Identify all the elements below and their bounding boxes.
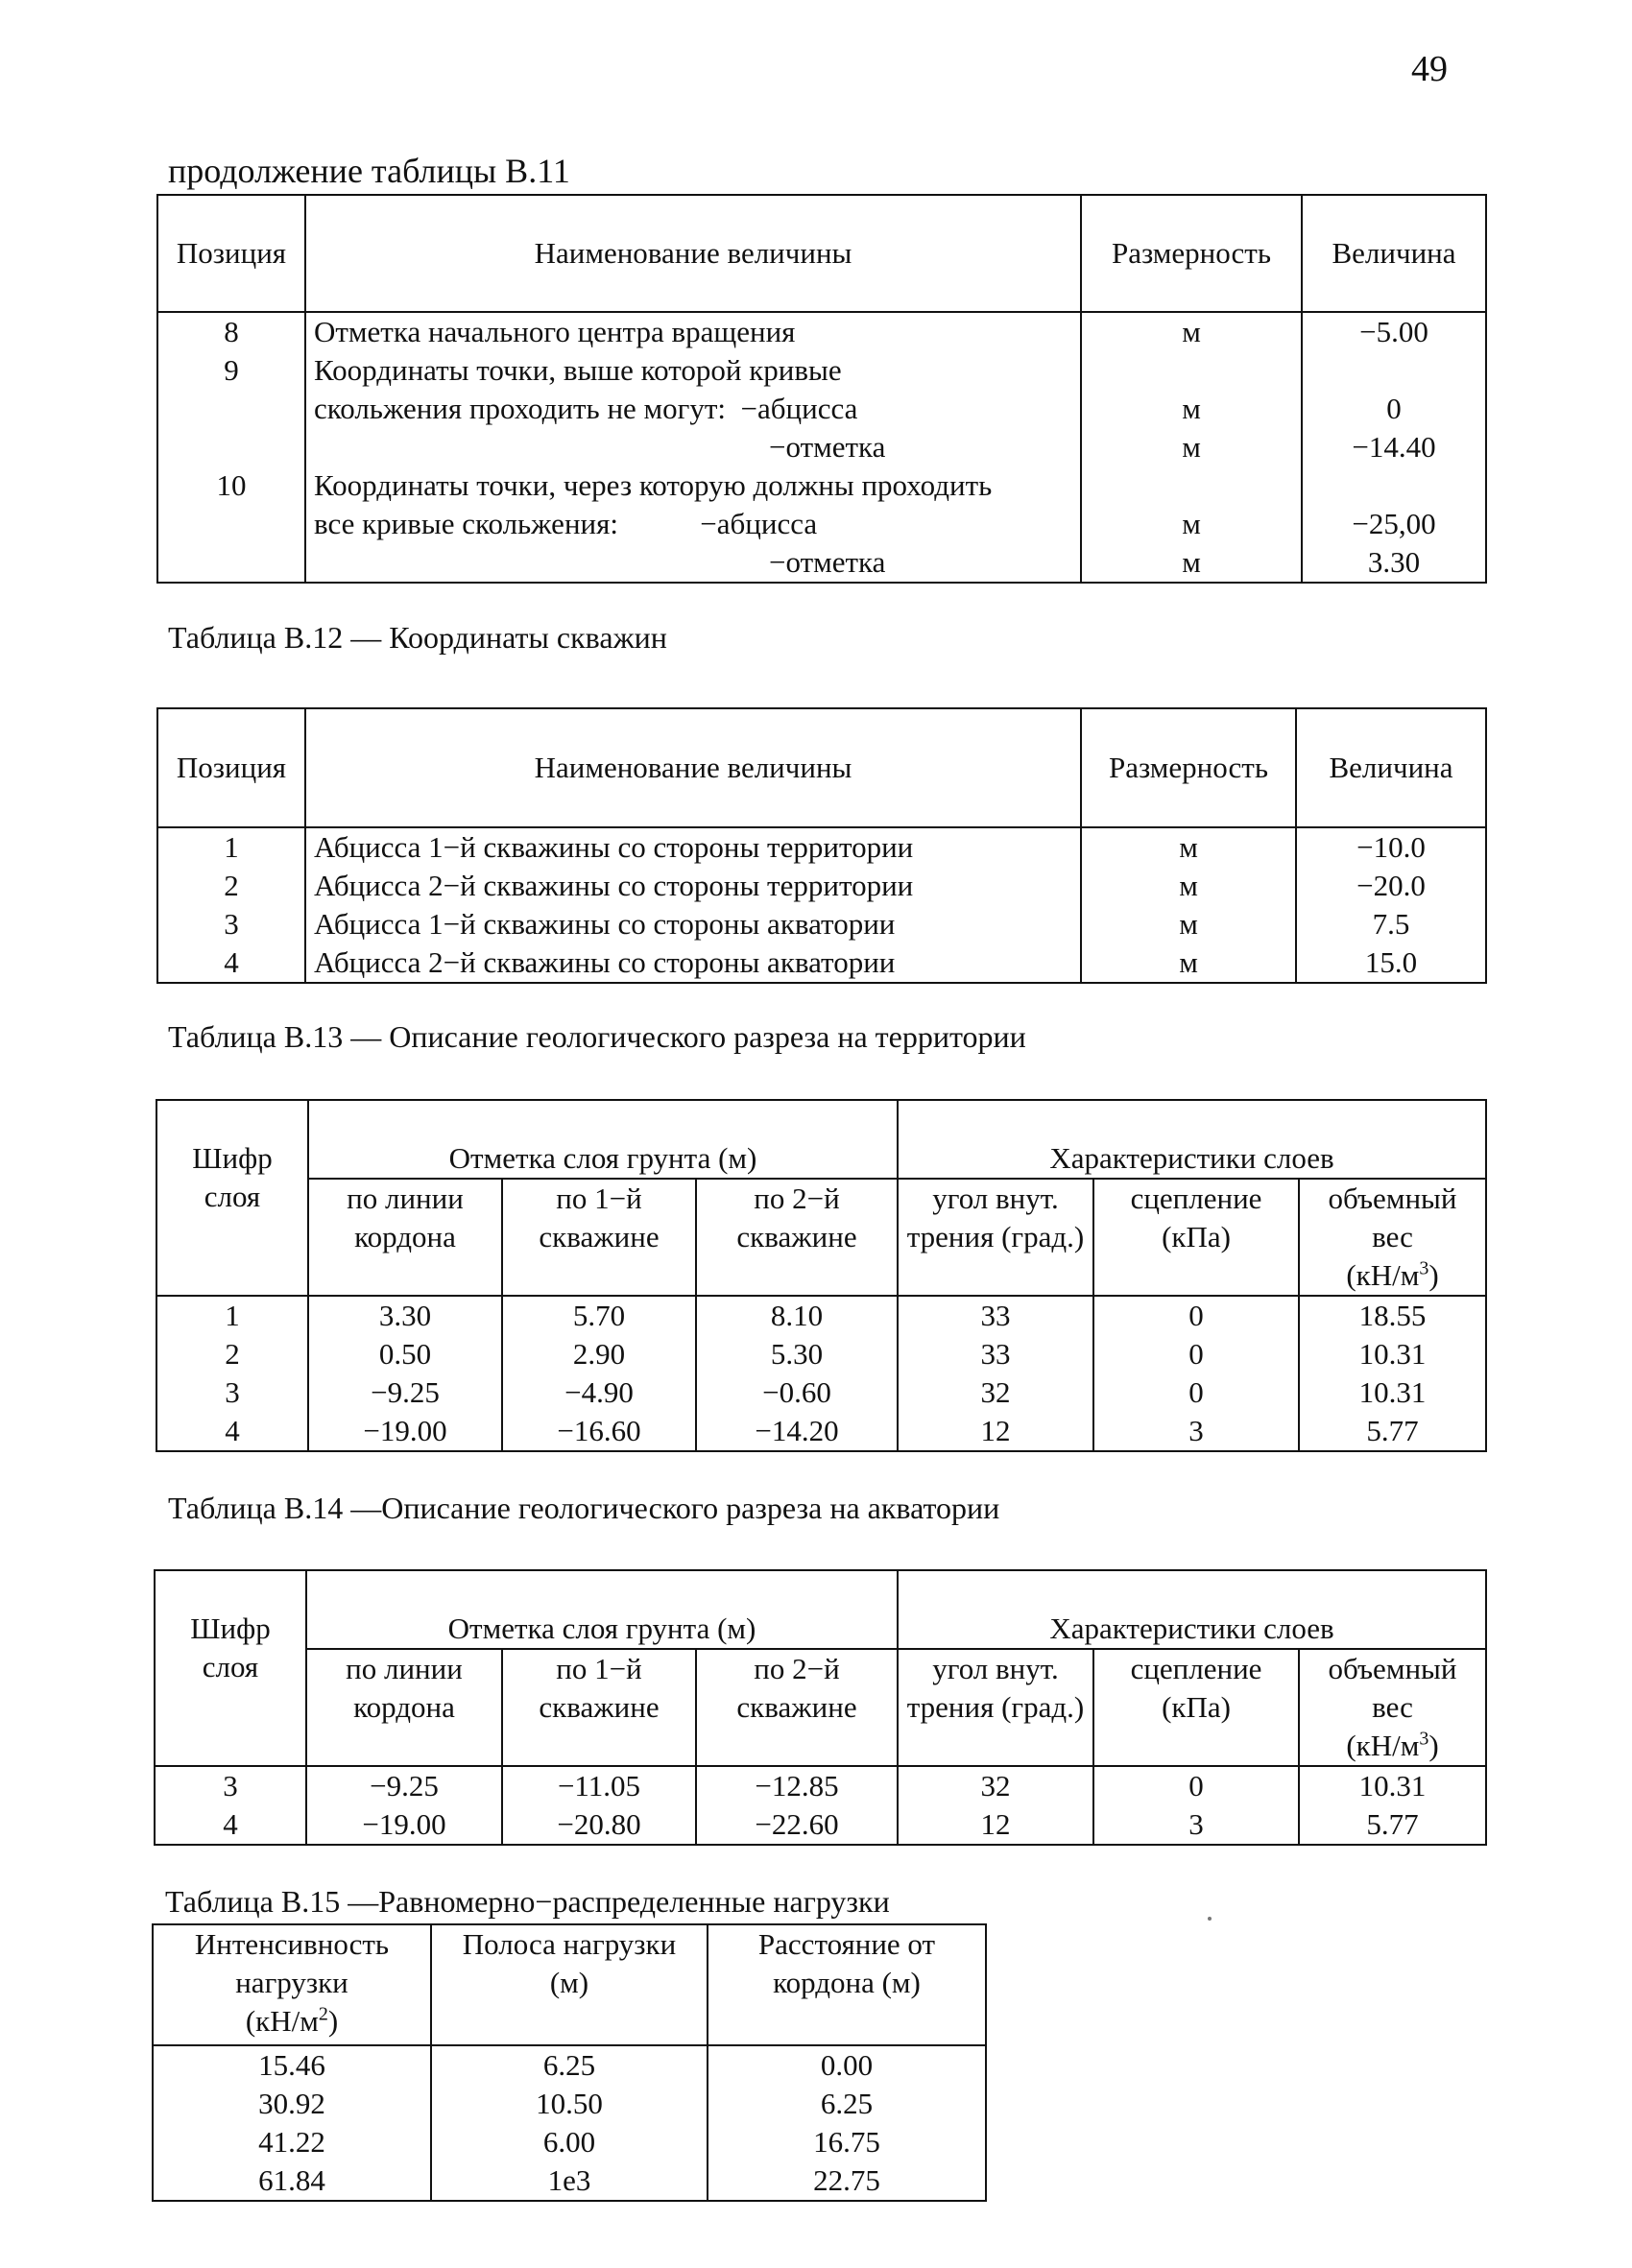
unit-weight-cell: 5.77 xyxy=(1299,1805,1486,1845)
value-cell xyxy=(1302,466,1486,505)
unit-cell: м xyxy=(1081,543,1302,583)
sub-header-cordon: по линии кордона xyxy=(306,1649,502,1766)
well-1-cell: 2.90 xyxy=(502,1335,696,1373)
name-cell: Координаты точки, выше которой кривые xyxy=(305,351,1081,390)
distance-cell: 16.75 xyxy=(708,2123,986,2161)
unit-cell: м xyxy=(1081,428,1302,466)
position-cell: 2 xyxy=(157,867,305,905)
table-row xyxy=(153,2045,986,2085)
name-cell: Абцисса 2−й скважины со стороны территории xyxy=(305,867,1081,905)
well-1-cell: 5.70 xyxy=(502,1296,696,1335)
table-row xyxy=(157,905,1486,943)
value-cell: −10.0 xyxy=(1296,827,1486,867)
name-cell: −отметка xyxy=(305,543,1081,583)
sub-header-friction-angle: угол внут. трения (град.) xyxy=(898,1179,1093,1296)
table-b15 xyxy=(152,1923,987,2202)
unit-weight-cell: 18.55 xyxy=(1299,1296,1486,1335)
layer-code-cell: 2 xyxy=(156,1335,308,1373)
cohesion-cell: 0 xyxy=(1093,1766,1299,1805)
table-row xyxy=(155,1805,1486,1845)
friction-angle-cell: 33 xyxy=(898,1335,1093,1373)
well-2-cell: −0.60 xyxy=(696,1373,898,1412)
table-row xyxy=(157,466,1486,505)
table-b13-caption: Таблица В.13 — Описание геологического разреза на территории xyxy=(168,1019,1026,1054)
unit-cell: м xyxy=(1081,943,1296,983)
cohesion-cell: 0 xyxy=(1093,1296,1299,1335)
value-cell: −20.0 xyxy=(1296,867,1486,905)
name-cell: Отметка начального центра вращения xyxy=(305,312,1081,351)
unit-weight-label: объемный вес xyxy=(1328,1652,1457,1724)
col-header-layer-characteristics: Характеристики слоев xyxy=(898,1100,1486,1179)
load-strip-cell: 1e3 xyxy=(431,2161,708,2201)
cohesion-cell: 0 xyxy=(1093,1335,1299,1373)
unit-weight-label: объемный вес xyxy=(1328,1182,1457,1253)
unit-weight-unit: (кН/м xyxy=(1346,1258,1420,1292)
unit-weight-cell: 10.31 xyxy=(1299,1335,1486,1373)
load-intensity-unit-end: ) xyxy=(327,2004,339,2038)
col-header-layer-characteristics: Характеристики слоев xyxy=(898,1570,1486,1649)
load-intensity-cell: 15.46 xyxy=(153,2045,431,2085)
position-cell: 10 xyxy=(157,466,305,505)
value-cell: 0 xyxy=(1302,390,1486,428)
position-cell xyxy=(157,505,305,543)
position-cell: 3 xyxy=(157,905,305,943)
col-header-unit: Размерность xyxy=(1081,195,1302,312)
sub-header-cordon: по линии кордона xyxy=(308,1179,502,1296)
well-1-cell: −20.80 xyxy=(502,1805,696,1845)
table-row xyxy=(157,351,1486,390)
sub-header-well-2: по 2−й скважине xyxy=(696,1179,898,1296)
friction-angle-cell: 33 xyxy=(898,1296,1093,1335)
table-b11-caption: продолжение таблицы В.11 xyxy=(168,152,570,190)
name-cell: скольжения проходить не могут: −абцисса xyxy=(305,390,1081,428)
well-2-cell: −12.85 xyxy=(696,1766,898,1805)
table-row xyxy=(157,543,1486,583)
sub-header-well-2: по 2−й скважине xyxy=(696,1649,898,1766)
cordon-cell: −19.00 xyxy=(308,1412,502,1451)
unit-weight-cell: 10.31 xyxy=(1299,1373,1486,1412)
unit-cell: м xyxy=(1081,827,1296,867)
layer-code-cell: 3 xyxy=(156,1373,308,1412)
friction-angle-cell: 12 xyxy=(898,1412,1093,1451)
table-b11 xyxy=(156,194,1487,584)
table-row xyxy=(156,1335,1486,1373)
unit-cell: м xyxy=(1081,390,1302,428)
table-b14-caption: Таблица В.14 —Описание геологического разреза на акватории xyxy=(168,1491,1000,1525)
col-header-value: Величина xyxy=(1302,195,1486,312)
value-cell: 3.30 xyxy=(1302,543,1486,583)
scan-speck xyxy=(1208,1917,1212,1921)
sub-header-friction-angle: угол внут. трения (град.) xyxy=(898,1649,1093,1766)
layer-code-cell: 3 xyxy=(155,1766,306,1805)
name-cell: Координаты точки, через которую должны проходить xyxy=(305,466,1081,505)
load-intensity-cell: 41.22 xyxy=(153,2123,431,2161)
value-cell: 7.5 xyxy=(1296,905,1486,943)
well-1-cell: −4.90 xyxy=(502,1373,696,1412)
layer-code-cell: 1 xyxy=(156,1296,308,1335)
well-1-cell: −11.05 xyxy=(502,1766,696,1805)
name-cell: Абцисса 2−й скважины со стороны акватории xyxy=(305,943,1081,983)
unit-weight-unit: (кН/м xyxy=(1346,1729,1420,1762)
table-row xyxy=(157,827,1486,867)
unit-weight-cell: 5.77 xyxy=(1299,1412,1486,1451)
unit-cell: м xyxy=(1081,505,1302,543)
name-cell: Абцисса 1−й скважины со стороны акватории xyxy=(305,905,1081,943)
sub-header-unit-weight xyxy=(1299,1649,1486,1766)
table-b13 xyxy=(156,1099,1487,1452)
col-header-load-intensity xyxy=(153,1924,431,2045)
friction-angle-cell: 32 xyxy=(898,1766,1093,1805)
col-header-value: Величина xyxy=(1296,708,1486,827)
position-cell: 4 xyxy=(157,943,305,983)
col-header-layer-marks: Отметка слоя грунта (м) xyxy=(306,1570,898,1649)
well-1-cell: −16.60 xyxy=(502,1412,696,1451)
table-row xyxy=(157,943,1486,983)
value-cell: −14.40 xyxy=(1302,428,1486,466)
sub-header-well-1: по 1−й скважине xyxy=(502,1649,696,1766)
well-2-cell: 8.10 xyxy=(696,1296,898,1335)
cordon-cell: 0.50 xyxy=(308,1335,502,1373)
friction-angle-cell: 12 xyxy=(898,1805,1093,1845)
unit-cell: м xyxy=(1081,312,1302,351)
sub-header-cohesion: сцепление (кПа) xyxy=(1093,1179,1299,1296)
position-cell xyxy=(157,543,305,583)
value-cell: −5.00 xyxy=(1302,312,1486,351)
cordon-cell: −9.25 xyxy=(306,1766,502,1805)
table-row xyxy=(157,312,1486,351)
distance-cell: 6.25 xyxy=(708,2085,986,2123)
load-intensity-label: Интенсивность нагрузки xyxy=(194,1927,390,1999)
cohesion-cell: 3 xyxy=(1093,1805,1299,1845)
table-b12-caption: Таблица В.12 — Координаты скважин xyxy=(168,620,667,655)
distance-cell: 22.75 xyxy=(708,2161,986,2201)
layer-code-cell: 4 xyxy=(155,1805,306,1845)
friction-angle-cell: 32 xyxy=(898,1373,1093,1412)
col-header-name: Наименование величины xyxy=(305,708,1081,827)
table-row xyxy=(156,1373,1486,1412)
well-2-cell: 5.30 xyxy=(696,1335,898,1373)
well-2-cell: −14.20 xyxy=(696,1412,898,1451)
sub-header-well-1: по 1−й скважине xyxy=(502,1179,696,1296)
table-row xyxy=(153,2161,986,2201)
table-row xyxy=(156,1296,1486,1335)
table-row xyxy=(157,390,1486,428)
load-intensity-unit: (кН/м xyxy=(245,2004,319,2038)
distance-cell: 0.00 xyxy=(708,2045,986,2085)
col-header-layer-code xyxy=(155,1570,306,1766)
unit-weight-exponent: 3 xyxy=(1419,1728,1429,1750)
unit-weight-unit-end: ) xyxy=(1428,1729,1439,1762)
value-cell xyxy=(1302,351,1486,390)
col-header-position: Позиция xyxy=(157,195,305,312)
load-strip-cell: 6.25 xyxy=(431,2045,708,2085)
name-cell: −отметка xyxy=(305,428,1081,466)
table-row xyxy=(157,428,1486,466)
layer-code-label: Шифр слоя xyxy=(192,1141,273,1213)
unit-weight-cell: 10.31 xyxy=(1299,1766,1486,1805)
layer-code-label: Шифр слоя xyxy=(190,1611,271,1683)
col-header-position: Позиция xyxy=(157,708,305,827)
unit-cell: м xyxy=(1081,867,1296,905)
cordon-cell: 3.30 xyxy=(308,1296,502,1335)
value-cell: −25,00 xyxy=(1302,505,1486,543)
sub-header-cohesion: сцепление (кПа) xyxy=(1093,1649,1299,1766)
load-strip-cell: 10.50 xyxy=(431,2085,708,2123)
unit-cell xyxy=(1081,351,1302,390)
load-strip-cell: 6.00 xyxy=(431,2123,708,2161)
page-number: 49 xyxy=(1411,49,1448,89)
cohesion-cell: 0 xyxy=(1093,1373,1299,1412)
unit-cell xyxy=(1081,466,1302,505)
cordon-cell: −19.00 xyxy=(306,1805,502,1845)
table-row xyxy=(156,1412,1486,1451)
unit-weight-exponent: 3 xyxy=(1419,1257,1429,1279)
position-cell: 8 xyxy=(157,312,305,351)
value-cell: 15.0 xyxy=(1296,943,1486,983)
layer-code-cell: 4 xyxy=(156,1412,308,1451)
table-b12 xyxy=(156,707,1487,984)
load-intensity-cell: 61.84 xyxy=(153,2161,431,2201)
well-2-cell: −22.60 xyxy=(696,1805,898,1845)
col-header-layer-code xyxy=(156,1100,308,1296)
col-header-unit: Размерность xyxy=(1081,708,1296,827)
unit-weight-unit-end: ) xyxy=(1428,1258,1439,1292)
table-row xyxy=(157,867,1486,905)
col-header-distance-from-cordon: Расстояние от кордона (м) xyxy=(708,1924,986,2045)
table-row xyxy=(157,505,1486,543)
table-row xyxy=(153,2123,986,2161)
table-row xyxy=(155,1766,1486,1805)
col-header-load-strip: Полоса нагрузки (м) xyxy=(431,1924,708,2045)
position-cell: 1 xyxy=(157,827,305,867)
cohesion-cell: 3 xyxy=(1093,1412,1299,1451)
table-b14 xyxy=(154,1569,1487,1846)
sub-header-unit-weight xyxy=(1299,1179,1486,1296)
col-header-layer-marks: Отметка слоя грунта (м) xyxy=(308,1100,898,1179)
position-cell xyxy=(157,390,305,428)
position-cell xyxy=(157,428,305,466)
load-intensity-exponent: 2 xyxy=(318,2003,328,2025)
name-cell: Абцисса 1−й скважины со стороны территории xyxy=(305,827,1081,867)
table-b15-caption: Таблица В.15 —Равномерно−распределенные нагрузки xyxy=(165,1884,890,1919)
cordon-cell: −9.25 xyxy=(308,1373,502,1412)
position-cell: 9 xyxy=(157,351,305,390)
table-row xyxy=(153,2085,986,2123)
name-cell: все кривые скольжения: −абцисса xyxy=(305,505,1081,543)
unit-cell: м xyxy=(1081,905,1296,943)
col-header-name: Наименование величины xyxy=(305,195,1081,312)
load-intensity-cell: 30.92 xyxy=(153,2085,431,2123)
